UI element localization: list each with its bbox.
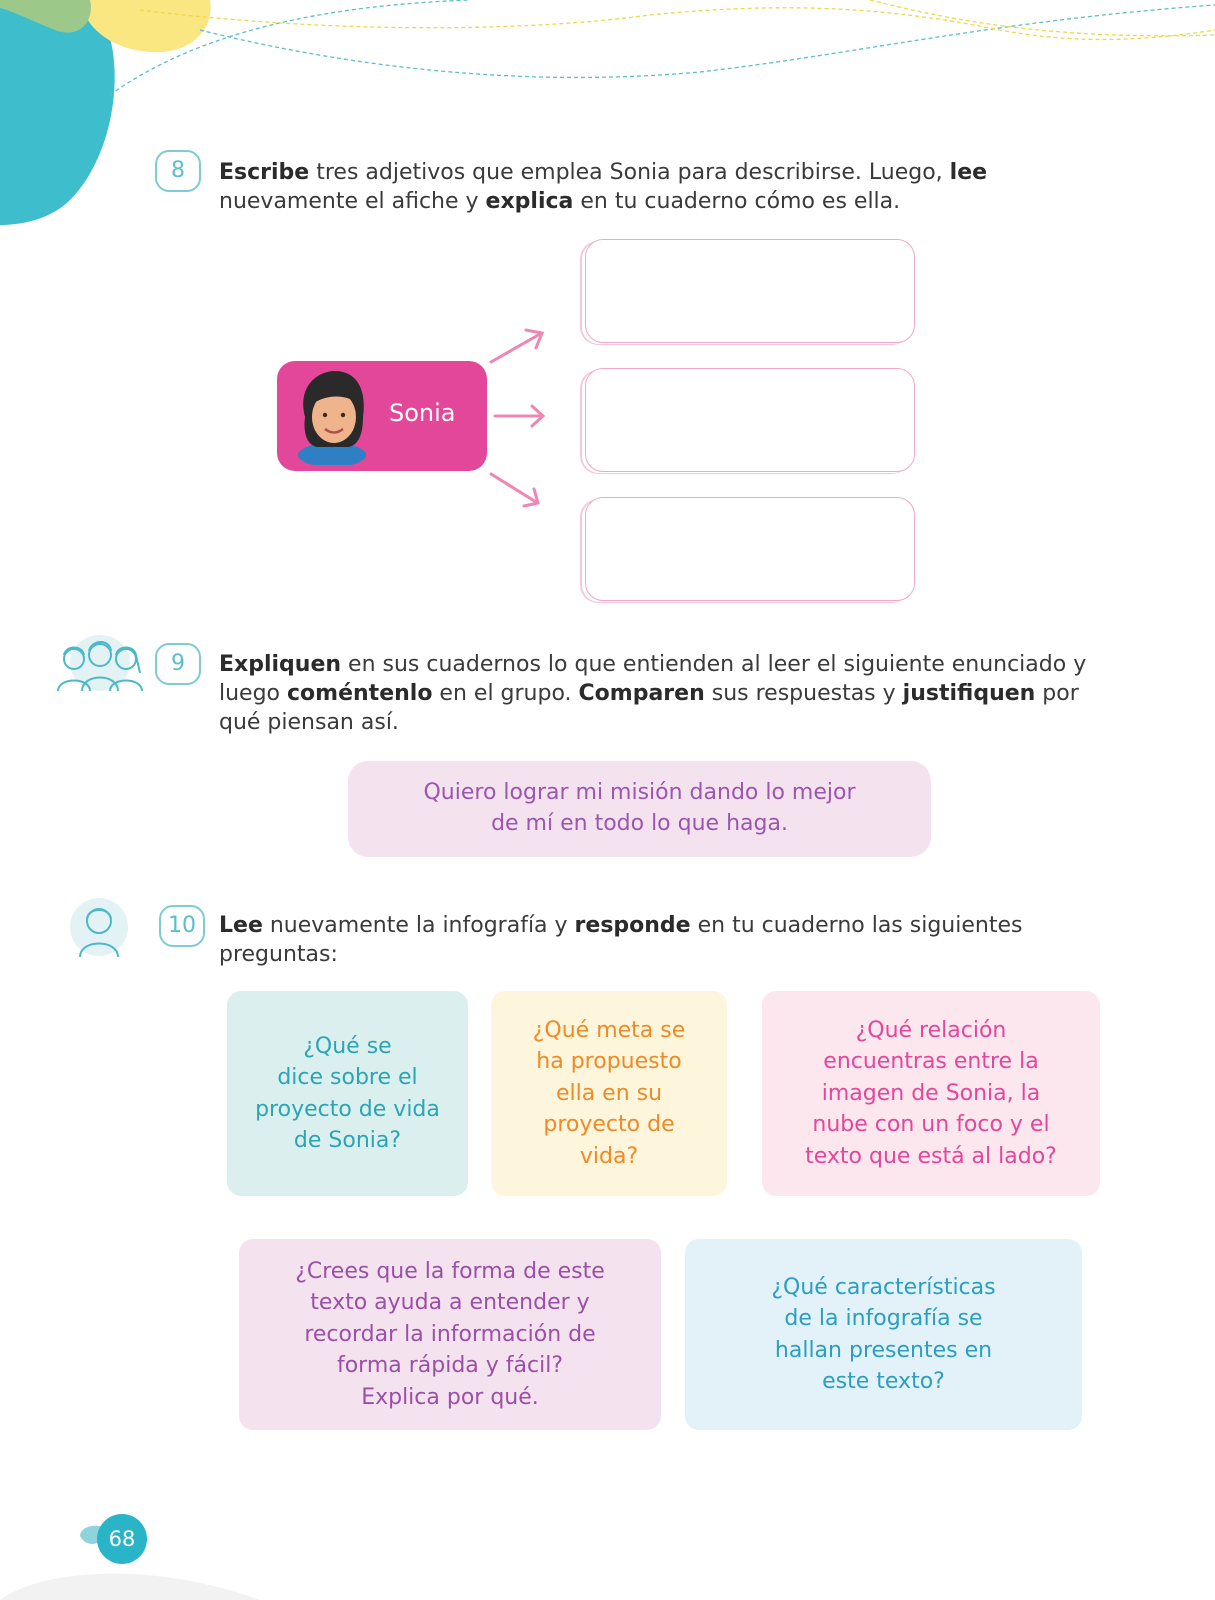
keyword-comentenlo: coméntenlo (287, 681, 433, 706)
arrow-icon (491, 330, 542, 362)
question-card-2: ¿Qué meta se ha propuesto ella en su proyecto de vida? (491, 991, 727, 1196)
question-number-8: 8 (155, 150, 201, 192)
quote-line-2: de mí en todo lo que haga. (491, 811, 788, 836)
arrows-group (480, 320, 560, 520)
keyword-lee: lee (949, 160, 988, 185)
question-card-3: ¿Qué relación encuentras entre la imagen de Sonia, la nube con un foco y el texto que está al lado? (762, 991, 1100, 1196)
keyword-comparen: Comparen (578, 681, 705, 706)
keyword-responde: responde (574, 913, 691, 938)
keyword-escribe: Escribe (219, 160, 310, 185)
footer-curve (0, 1560, 320, 1600)
sonia-portrait-icon (287, 367, 377, 465)
arrow-icon (491, 474, 538, 506)
question-8-instruction: Escribe tres adjetivos que emplea Sonia para describirse. Luego, lee nuevamente el afiche y explica en tu cuaderno cómo es ella. (219, 160, 988, 214)
child-icon (68, 895, 130, 961)
question-card-1: ¿Qué se dice sobre el proyecto de vida de Sonia? (227, 991, 468, 1196)
quote-line-1: Quiero lograr mi misión dando lo mejor (423, 780, 856, 805)
sonia-card (277, 361, 487, 471)
adjective-answer-box-2[interactable] (585, 368, 915, 472)
question-card-5: ¿Qué características de la infografía se hallan presentes en este texto? (685, 1239, 1082, 1430)
quote-box (348, 761, 931, 857)
question-9-instruction: Expliquen en sus cuadernos lo que entienden al leer el siguiente enunciado y luego coméntenlo en el grupo. Comparen sus respuestas y justifiquen por qué piensan así. (219, 652, 1087, 735)
question-number-10: 10 (159, 905, 205, 947)
question-card-4: ¿Crees que la forma de este texto ayuda a entender y recordar la información de forma rápida y fácil? Explica por qué. (239, 1239, 661, 1430)
question-number-9: 9 (155, 643, 201, 685)
adjective-answer-box-3[interactable] (585, 497, 915, 601)
page-number: 68 (97, 1514, 147, 1564)
keyword-explica: explica (485, 189, 574, 214)
keyword-expliquen: Expliquen (219, 652, 342, 677)
keyword-justifiquen: justifiquen (902, 681, 1036, 706)
adjective-answer-box-1[interactable] (585, 239, 915, 343)
sonia-label: Sonia (389, 399, 456, 427)
group-of-children-icon (54, 633, 146, 697)
question-10-instruction: Lee nuevamente la infografía y responde en tu cuaderno las siguientes preguntas: (219, 913, 1023, 967)
keyword-lee: Lee (219, 913, 263, 938)
arrow-icon (495, 406, 543, 426)
